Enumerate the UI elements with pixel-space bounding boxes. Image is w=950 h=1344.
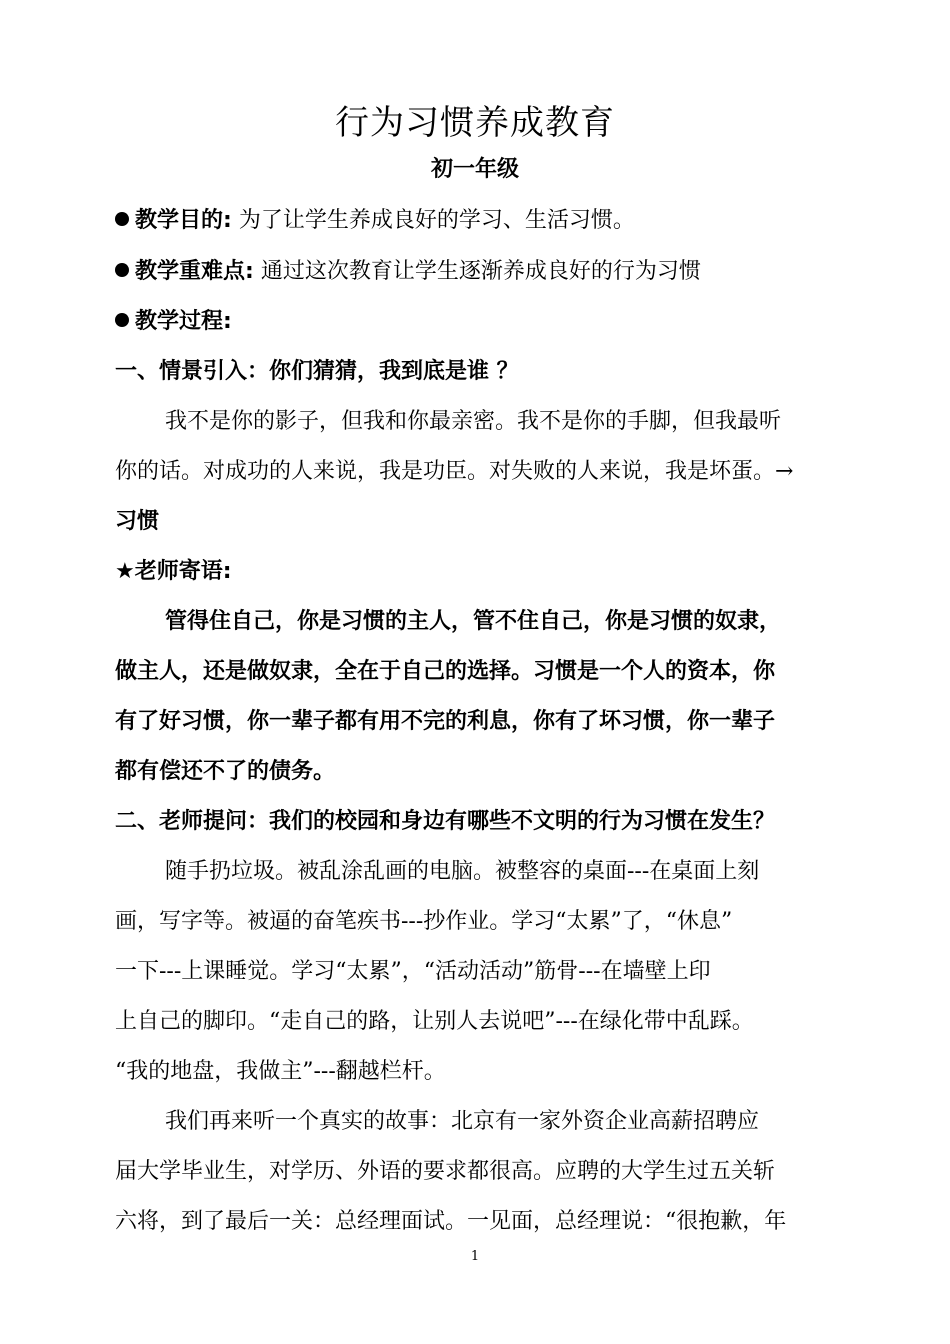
document-title: 行为习惯养成教育 <box>335 103 615 143</box>
paragraph-line: 画，写字等。被逼的奋笔疾书---抄作业。学习“太累”了，“休息” <box>115 909 733 934</box>
objective-difficulty <box>115 252 860 292</box>
paragraph-line: 一下---上课睡觉。学习“太累”，“活动活动”筋骨---在墙壁上印 <box>115 959 711 984</box>
teacher-words-label: ★老师寄语: <box>115 559 232 584</box>
objective-goal <box>115 201 860 241</box>
goal-text: 为了让学生养成良好的学习、生活习惯。 <box>238 208 635 233</box>
teacher-words-line: 都有偿还不了的债务。 <box>115 759 336 784</box>
difficulty-text: 通过这次教育让学生逐渐养成良好的行为习惯 <box>260 259 701 284</box>
goal-label: 教学目的: <box>135 208 232 233</box>
teacher-words-line: 做主人，还是做奴隶，全在于自己的选择。习惯是一个人的资本，你 <box>115 659 776 684</box>
riddle-line: 我不是你的影子，但我和你最亲密。我不是你的手脚，但我最听 <box>165 409 782 434</box>
objective-process <box>115 302 860 342</box>
difficulty-label: 教学重难点: <box>135 259 254 284</box>
paragraph-line: 上自己的脚印。“走自己的路，让别人去说吧”---在绿化带中乱踩。 <box>115 1009 754 1034</box>
riddle-answer: 习惯 <box>115 509 160 534</box>
section1-heading: 一、情景引入：你们猜猜，我到底是谁 ？ <box>115 359 519 384</box>
bullet-icon <box>115 263 129 277</box>
paragraph-line: 六将，到了最后一关：总经理面试。一见面，总经理说：“很抱歉，年 <box>115 1209 787 1234</box>
paragraph-line: 随手扔垃圾。被乱涂乱画的电脑。被整容的桌面---在桌面上刻 <box>165 859 760 884</box>
section2-heading: 二、老师提问：我们的校园和身边有哪些不文明的行为习惯在发生？ <box>115 809 776 834</box>
paragraph-line: 我们再来听一个真实的故事：北京有一家外资企业高薪招聘应 <box>165 1109 760 1134</box>
bullet-icon <box>115 212 129 226</box>
page-number: 1 <box>470 1249 480 1264</box>
teacher-words-line: 管得住自己，你是习惯的主人，管不住自己，你是习惯的奴隶， <box>165 609 782 634</box>
paragraph-line: “我的地盘，我做主”---翻越栏杆。 <box>115 1059 446 1084</box>
process-label: 教学过程: <box>135 309 232 334</box>
paragraph-line: 届大学毕业生，对学历、外语的要求都很高。应聘的大学生过五关斩 <box>115 1159 776 1184</box>
bullet-icon <box>115 313 129 327</box>
document-subtitle: 初一年级 <box>430 157 519 182</box>
teacher-words-line: 有了好习惯，你一辈子都有用不完的利息，你有了坏习惯，你一辈子 <box>115 709 776 734</box>
riddle-line: 你的话。对成功的人来说，我是功臣。对失败的人来说，我是坏蛋。→ <box>115 459 794 484</box>
